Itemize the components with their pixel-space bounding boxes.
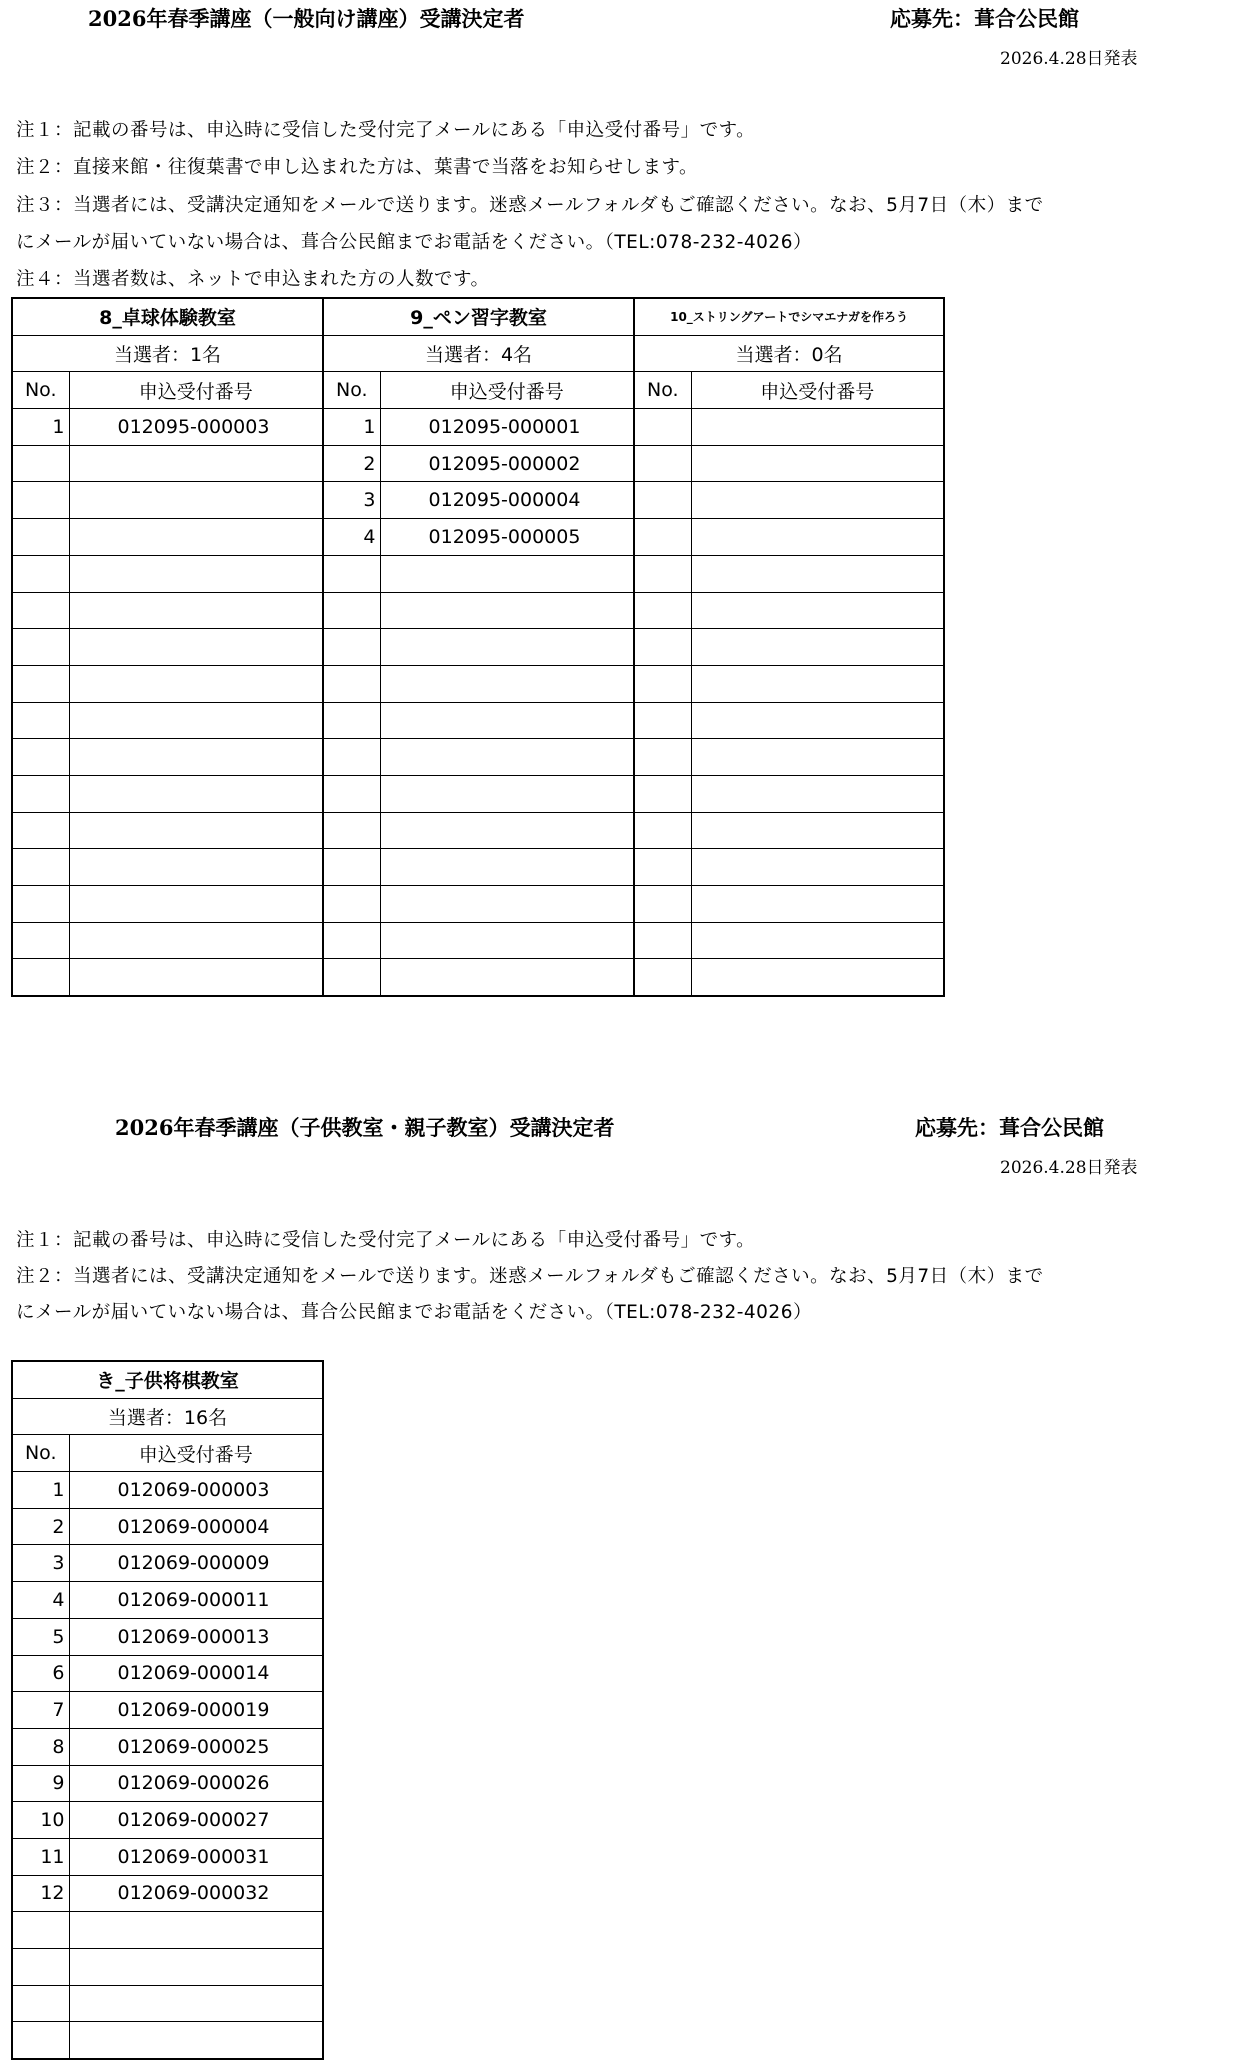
empty-cell: [691, 482, 944, 519]
empty-cell: [12, 702, 69, 739]
empty-cell: [691, 445, 944, 482]
winners-table-general: [11, 297, 945, 997]
empty-cell: [634, 555, 691, 592]
empty-cell: [691, 665, 944, 702]
empty-cell: [323, 555, 380, 592]
empty-cell: [634, 849, 691, 886]
table-row: [12, 1838, 323, 1875]
section2-title: 2026年春季講座（子供教室・親子教室）受講決定者: [115, 1115, 615, 1140]
empty-cell: [323, 775, 380, 812]
empty-cell: [12, 445, 69, 482]
empty-cell: [691, 922, 944, 959]
empty-cell: [12, 519, 69, 556]
empty-cell: [69, 665, 323, 702]
empty-cell: [12, 959, 69, 996]
table-row: [12, 959, 944, 996]
empty-cell: [380, 739, 634, 776]
table-row: [12, 592, 944, 629]
empty-cell: [634, 739, 691, 776]
row-no: 8: [12, 1728, 69, 1765]
application-number: 012069-000011: [69, 1582, 323, 1619]
empty-cell: [634, 959, 691, 996]
empty-cell: [323, 702, 380, 739]
table-row: [12, 812, 944, 849]
table-row: [12, 1655, 323, 1692]
empty-cell: [323, 592, 380, 629]
empty-cell: [380, 775, 634, 812]
empty-cell: [69, 702, 323, 739]
table-row: [12, 886, 944, 923]
row-no: 12: [12, 1875, 69, 1912]
application-number: 012069-000009: [69, 1545, 323, 1582]
empty-cell: [12, 1949, 69, 1986]
empty-cell: [323, 849, 380, 886]
application-number: 012069-000013: [69, 1618, 323, 1655]
table-row: [12, 922, 944, 959]
course-count-9: 当選者：4名: [323, 335, 634, 372]
application-number: 012095-000005: [380, 519, 634, 556]
empty-cell: [12, 2022, 69, 2059]
empty-cell: [380, 849, 634, 886]
row-no: 1: [323, 409, 380, 446]
application-number: 012069-000026: [69, 1765, 323, 1802]
empty-cell: [380, 629, 634, 666]
empty-cell: [323, 959, 380, 996]
empty-cell: [634, 665, 691, 702]
empty-cell: [691, 886, 944, 923]
course-name-ki: き_子供将棋教室: [12, 1361, 323, 1398]
empty-cell: [12, 812, 69, 849]
empty-cell: [12, 849, 69, 886]
empty-cell: [69, 922, 323, 959]
header-no: No.: [634, 372, 691, 409]
empty-cell: [69, 1985, 323, 2022]
empty-cell: [380, 665, 634, 702]
empty-cell: [691, 592, 944, 629]
application-number: 012069-000004: [69, 1508, 323, 1545]
row-no: 1: [12, 409, 69, 446]
header-no: No.: [12, 1435, 69, 1472]
table-row: [12, 1728, 323, 1765]
table-row: [12, 1545, 323, 1582]
header-number: 申込受付番号: [69, 372, 323, 409]
empty-cell: [691, 702, 944, 739]
section1-note-3: 注３：当選者には、受講決定通知をメールで送ります。迷惑メールフォルダもご確認ください。なお、5月7日（木）まで: [16, 195, 1044, 216]
empty-cell: [69, 555, 323, 592]
empty-cell: [69, 959, 323, 996]
empty-cell: [634, 812, 691, 849]
row-no: 11: [12, 1838, 69, 1875]
table-row: [12, 555, 944, 592]
empty-cell: [323, 886, 380, 923]
empty-cell: [380, 886, 634, 923]
application-number: 012069-000003: [69, 1472, 323, 1509]
empty-cell: [69, 739, 323, 776]
empty-cell: [69, 1949, 323, 1986]
table-row: [12, 739, 944, 776]
application-number: 012069-000019: [69, 1692, 323, 1729]
course-name-10: 10_ストリングアートでシマエナガを作ろう: [634, 298, 944, 335]
application-number: 012069-000014: [69, 1655, 323, 1692]
empty-cell: [69, 482, 323, 519]
table-row: [12, 665, 944, 702]
section2-note-2-cont: にメールが届いていない場合は、葺合公民館までお電話をください。（TEL:078-232-4026）: [16, 1302, 812, 1323]
empty-cell: [69, 519, 323, 556]
empty-cell: [634, 592, 691, 629]
table-row: [12, 1508, 323, 1545]
section1-note-1: 注１：記載の番号は、申込時に受信した受付完了メールにある「申込受付番号」です。: [16, 120, 756, 141]
table-row: [12, 1582, 323, 1619]
empty-cell: [380, 922, 634, 959]
application-number: 012095-000002: [380, 445, 634, 482]
course-name-8: 8_卓球体験教室: [12, 298, 323, 335]
table-row: [12, 2022, 323, 2059]
course-count-ki: 当選者：16名: [12, 1398, 323, 1435]
table-row: [12, 482, 944, 519]
application-number: 012069-000031: [69, 1838, 323, 1875]
row-no: 3: [12, 1545, 69, 1582]
section1-note-4: 注４：当選者数は、ネットで申込まれた方の人数です。: [16, 269, 490, 290]
empty-cell: [69, 445, 323, 482]
row-no: 2: [12, 1508, 69, 1545]
section1-note-3-cont: にメールが届いていない場合は、葺合公民館までお電話をください。（TEL:078-232-4026）: [16, 232, 812, 253]
table-row: [12, 519, 944, 556]
row-no: 2: [323, 445, 380, 482]
empty-cell: [634, 629, 691, 666]
row-no: 3: [323, 482, 380, 519]
section1-title: 2026年春季講座（一般向け講座）受講決定者: [88, 6, 525, 31]
empty-cell: [691, 775, 944, 812]
application-number: 012069-000027: [69, 1802, 323, 1839]
table-row: [12, 1985, 323, 2022]
empty-cell: [634, 775, 691, 812]
empty-cell: [691, 849, 944, 886]
empty-cell: [69, 812, 323, 849]
header-no: No.: [12, 372, 69, 409]
table-row: [12, 1618, 323, 1655]
row-no: 4: [323, 519, 380, 556]
table-row: [12, 1472, 323, 1509]
header-number: 申込受付番号: [69, 1435, 323, 1472]
empty-cell: [323, 812, 380, 849]
header-number: 申込受付番号: [691, 372, 944, 409]
empty-cell: [12, 665, 69, 702]
course-name-9: 9_ペン習字教室: [323, 298, 634, 335]
empty-cell: [691, 629, 944, 666]
section1-note-2: 注２：直接来館・往復葉書で申し込まれた方は、葉書で当落をお知らせします。: [16, 157, 698, 178]
empty-cell: [69, 2022, 323, 2059]
empty-cell: [691, 409, 944, 446]
header-no: No.: [323, 372, 380, 409]
row-no: 4: [12, 1582, 69, 1619]
empty-cell: [380, 555, 634, 592]
row-no: 1: [12, 1472, 69, 1509]
table-row: [12, 849, 944, 886]
section2-note-2: 注２：当選者には、受講決定通知をメールで送ります。迷惑メールフォルダもご確認ください。なお、5月7日（木）まで: [16, 1266, 1044, 1287]
table-row: [12, 702, 944, 739]
empty-cell: [323, 739, 380, 776]
empty-cell: [380, 959, 634, 996]
table-row: [12, 445, 944, 482]
course-count-8: 当選者：1名: [12, 335, 323, 372]
empty-cell: [12, 1912, 69, 1949]
empty-cell: [323, 665, 380, 702]
section2-note-1: 注１：記載の番号は、申込時に受信した受付完了メールにある「申込受付番号」です。: [16, 1230, 756, 1251]
empty-cell: [691, 519, 944, 556]
empty-cell: [12, 1985, 69, 2022]
table-row: [12, 1802, 323, 1839]
empty-cell: [69, 886, 323, 923]
row-no: 10: [12, 1802, 69, 1839]
empty-cell: [380, 592, 634, 629]
table-row: [12, 629, 944, 666]
empty-cell: [634, 922, 691, 959]
table-row: [12, 1692, 323, 1729]
empty-cell: [12, 482, 69, 519]
empty-cell: [12, 629, 69, 666]
table-row: [12, 1875, 323, 1912]
application-number: 012095-000004: [380, 482, 634, 519]
empty-cell: [69, 629, 323, 666]
section2-venue: 応募先：葺合公民館: [915, 1115, 1104, 1140]
row-no: 9: [12, 1765, 69, 1802]
section1-venue: 応募先：葺合公民館: [890, 6, 1079, 31]
empty-cell: [323, 629, 380, 666]
empty-cell: [634, 702, 691, 739]
empty-cell: [634, 482, 691, 519]
header-number: 申込受付番号: [380, 372, 634, 409]
application-number: 012095-000001: [380, 409, 634, 446]
empty-cell: [380, 702, 634, 739]
table-row: [12, 775, 944, 812]
empty-cell: [69, 849, 323, 886]
table-row: [12, 1765, 323, 1802]
table-row: [12, 409, 944, 446]
empty-cell: [12, 775, 69, 812]
empty-cell: [634, 519, 691, 556]
empty-cell: [12, 592, 69, 629]
empty-cell: [12, 886, 69, 923]
table-row: [12, 1949, 323, 1986]
section2-date: 2026.4.28日発表: [1000, 1158, 1138, 1178]
empty-cell: [691, 812, 944, 849]
empty-cell: [69, 775, 323, 812]
empty-cell: [691, 739, 944, 776]
section1-date: 2026.4.28日発表: [1000, 49, 1138, 69]
empty-cell: [323, 922, 380, 959]
row-no: 7: [12, 1692, 69, 1729]
application-number: 012095-000003: [69, 409, 323, 446]
empty-cell: [12, 922, 69, 959]
application-number: 012069-000032: [69, 1875, 323, 1912]
table-row: [12, 1912, 323, 1949]
empty-cell: [69, 592, 323, 629]
empty-cell: [12, 555, 69, 592]
empty-cell: [634, 445, 691, 482]
empty-cell: [12, 739, 69, 776]
empty-cell: [634, 409, 691, 446]
row-no: 6: [12, 1655, 69, 1692]
course-count-10: 当選者：0名: [634, 335, 944, 372]
winners-table-children: [11, 1360, 324, 2060]
empty-cell: [634, 886, 691, 923]
row-no: 5: [12, 1618, 69, 1655]
empty-cell: [691, 555, 944, 592]
empty-cell: [691, 959, 944, 996]
empty-cell: [380, 812, 634, 849]
application-number: 012069-000025: [69, 1728, 323, 1765]
empty-cell: [69, 1912, 323, 1949]
